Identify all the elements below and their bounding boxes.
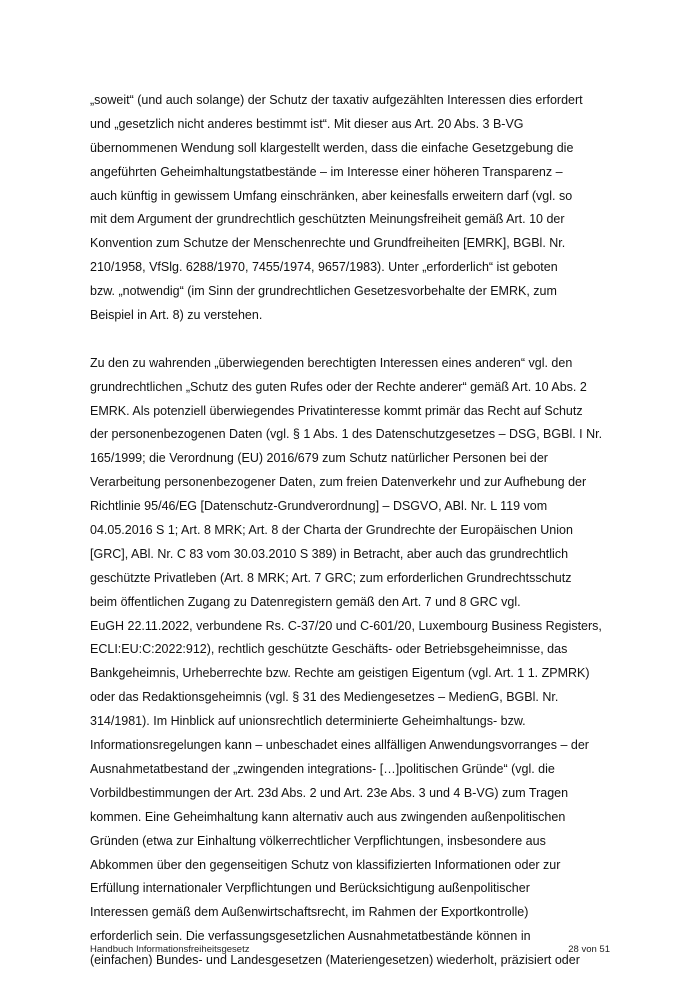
- text-line: grundrechtlichen „Schutz des guten Rufes oder der Rechte anderer“ gemäß Art. 10 Abs. 2: [90, 379, 587, 394]
- text-line: geschützte Privatleben (Art. 8 MRK; Art. 7 GRC; zum erforderlichen Grundrechtsschutz: [90, 570, 572, 585]
- page-footer: [90, 942, 610, 958]
- text-line: Interessen gemäß dem Außenwirtschaftsrecht, im Rahmen der Exportkontrolle): [90, 905, 529, 920]
- text-line: 210/1958, VfSlg. 6288/1970, 7455/1974, 9657/1983). Unter „erforderlich“ ist geboten: [90, 260, 558, 275]
- text-line: EMRK. Als potenziell überwiegendes Privatinteresse kommt primär das Recht auf Schutz: [90, 403, 583, 418]
- text-line: (einfachen) Bundes- und Landesgesetzen (Materiengesetzen) wiederholt, präzisiert oder: [90, 953, 580, 968]
- text-line: Zu den zu wahrenden „überwiegenden berechtigten Interessen eines anderen“ vgl. den: [90, 355, 573, 370]
- text-line: mit dem Argument der grundrechtlich geschützten Meinungsfreiheit gemäß Art. 10 der: [90, 212, 565, 227]
- text-line: beim öffentlichen Zugang zu Datenregistern gemäß den Art. 7 und 8 GRC vgl.: [90, 594, 521, 609]
- text-line: EuGH 22.11.2022, verbundene Rs. C-37/20 und C-601/20, Luxembourg Business Registers,: [90, 618, 602, 633]
- text-line: der personenbezogenen Daten (vgl. § 1 Abs. 1 des Datenschutzgesetzes – DSG, BGBl. I Nr.: [90, 427, 603, 442]
- body-text: [90, 89, 610, 973]
- text-line: „soweit“ (und auch solange) der Schutz der taxativ aufgezählten Interessen dies erfordert: [90, 93, 583, 107]
- text-line: 314/1981). Im Hinblick auf unionsrechtlich determinierte Geheimhaltungs- bzw.: [90, 714, 526, 729]
- text-line: übernommenen Wendung soll klargestellt werden, dass die einfache Gesetzgebung die: [90, 140, 574, 155]
- text-line: Beispiel in Art. 8) zu verstehen.: [90, 308, 263, 323]
- text-line: [GRC], ABl. Nr. C 83 vom 30.03.2010 S 389) in Betracht, aber auch das grundrechtlich: [90, 546, 569, 561]
- text-line: Gründen (etwa zur Einhaltung völkerrechtlicher Verpflichtungen, insbesondere aus: [90, 833, 546, 848]
- text-line: angeführten Geheimhaltungstatbestände – im Interesse einer höheren Transparenz –: [90, 164, 563, 179]
- paragraph: [90, 352, 610, 973]
- text-line: Verarbeitung personenbezogener Daten, zum freien Datenverkehr und zur Aufhebung der: [90, 475, 587, 490]
- text-line: bzw. „notwendig“ (im Sinn der grundrechtlichen Gesetzesvorbehalte der EMRK, zum: [90, 284, 557, 299]
- text-line: 165/1999; die Verordnung (EU) 2016/679 zum Schutz natürlicher Personen bei der: [90, 451, 548, 466]
- text-line: Erfüllung internationaler Verpflichtungen und Berücksichtigung außenpolitischer: [90, 881, 530, 896]
- text-line: auch künftig in gewissem Umfang einschränken, aber keinesfalls erweitern darf (vgl. so: [90, 188, 573, 203]
- text-line: 04.05.2016 S 1; Art. 8 MRK; Art. 8 der Charta der Grundrechte der Europäischen Union: [90, 523, 573, 538]
- text-line: erforderlich sein. Die verfassungsgesetzlichen Ausnahmetatbestände können in: [90, 929, 531, 944]
- text-line: Vorbildbestimmungen der Art. 23d Abs. 2 und Art. 23e Abs. 3 und 4 B-VG) zum Tragen: [90, 785, 569, 800]
- text-line: Konvention zum Schutze der Menschenrechte und Grundfreiheiten [EMRK], BGBl. Nr.: [90, 236, 566, 251]
- text-line: oder das Redaktionsgeheimnis (vgl. § 31 des Mediengesetzes – MedienG, BGBl. Nr.: [90, 690, 559, 705]
- text-line: Richtlinie 95/46/EG [Datenschutz-Grundverordnung] – DSGVO, ABl. Nr. L 119 vom: [90, 499, 548, 514]
- text-line: kommen. Eine Geheimhaltung kann alternativ auch aus zwingenden außenpolitischen: [90, 809, 566, 824]
- footer-title: Handbuch Informationsfreiheitsgesetz: [90, 944, 250, 955]
- text-line: ECLI:EU:C:2022:912), rechtlich geschützte Geschäfts- oder Betriebsgeheimnisse, das: [90, 642, 568, 657]
- text-line: Abkommen über den gegenseitigen Schutz von klassifizierten Informationen oder zur: [90, 857, 561, 872]
- paragraph: [90, 89, 610, 328]
- text-line: Informationsregelungen kann – unbeschadet eines allfälligen Anwendungsvorranges – der: [90, 738, 589, 753]
- page-number: 28 von 51: [568, 944, 610, 955]
- text-line: und „gesetzlich nicht anderes bestimmt ist“. Mit dieser aus Art. 20 Abs. 3 B-VG: [90, 116, 524, 131]
- text-line: Ausnahmetatbestand der „zwingenden integrations- […]politischen Gründe“ (vgl. die: [90, 761, 555, 776]
- text-line: Bankgeheimnis, Urheberrechte bzw. Rechte am geistigen Eigentum (vgl. Art. 1 1. ZPMRK): [90, 666, 590, 681]
